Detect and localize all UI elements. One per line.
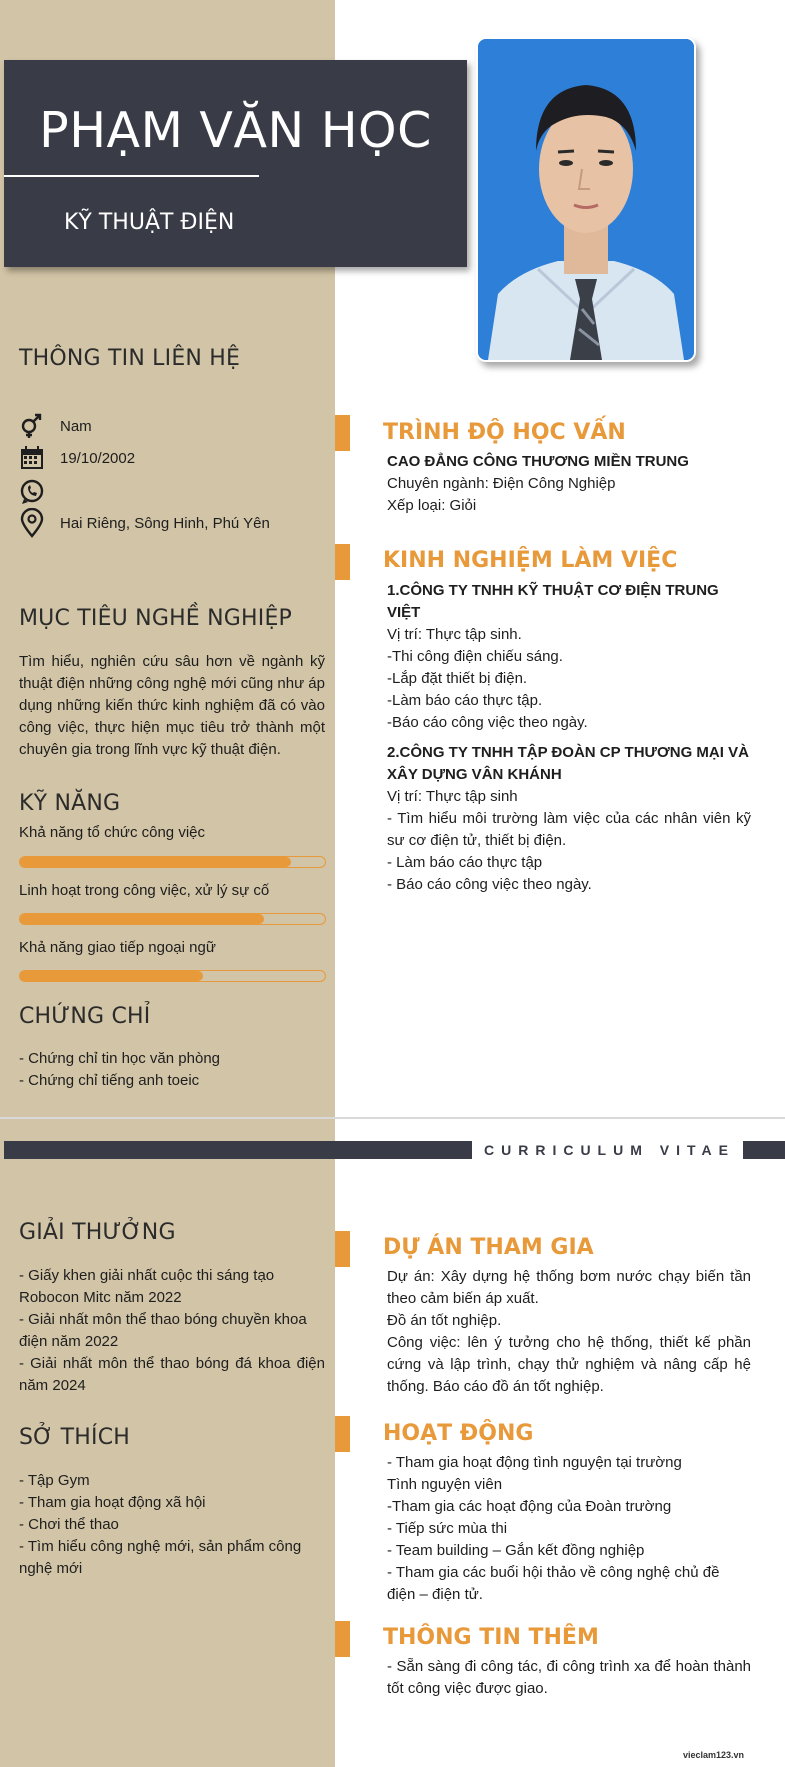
skill-bar bbox=[19, 970, 326, 982]
contact-phone bbox=[19, 479, 60, 505]
education-body bbox=[387, 451, 751, 517]
skill-label: Khả năng tổ chức công việc bbox=[19, 824, 205, 841]
hobby-item: - Chơi thể thao bbox=[19, 1516, 119, 1533]
calendar-icon bbox=[19, 445, 45, 471]
award-item: - Giấy khen giải nhất cuộc thi sáng tạo Robocon Mitc năm 2022 bbox=[19, 1267, 275, 1306]
name-banner bbox=[4, 60, 467, 267]
skill-bar-fill bbox=[20, 914, 264, 924]
hobbies-list bbox=[19, 1470, 325, 1580]
divider bbox=[4, 175, 259, 177]
activities-body bbox=[387, 1452, 751, 1606]
job-line: -Báo cáo công việc theo ngày. bbox=[387, 714, 588, 731]
activity-line: - Tiếp sức mùa thi bbox=[387, 1520, 508, 1537]
experience-title: KINH NGHIỆM LÀM VIỆC bbox=[383, 548, 678, 573]
hobby-item: - Tham gia hoạt động xã hội bbox=[19, 1494, 206, 1511]
awards-list bbox=[19, 1265, 325, 1397]
activity-line: -Tham gia các hoạt động của Đoàn trường bbox=[387, 1498, 672, 1515]
activity-line: - Team building – Gắn kết đồng nghiệp bbox=[387, 1542, 645, 1559]
job-line: - Làm báo cáo thực tập bbox=[387, 854, 543, 871]
objective-title: MỤC TIÊU NGHỀ NGHIỆP bbox=[19, 606, 293, 631]
contact-title: THÔNG TIN LIÊN HỆ bbox=[19, 346, 241, 371]
cv-page-2 bbox=[0, 1119, 785, 1767]
skill-bar bbox=[19, 913, 326, 925]
skill-label: Linh hoạt trong công việc, xử lý sự cố bbox=[19, 882, 270, 899]
awards-title: GIẢI THƯỞNG bbox=[19, 1220, 176, 1245]
skill-bar bbox=[19, 856, 326, 868]
certificates-list bbox=[19, 1048, 220, 1092]
hobby-item: - Tập Gym bbox=[19, 1472, 90, 1489]
job-line: -Thi công điện chiếu sáng. bbox=[387, 648, 563, 665]
phone-icon bbox=[19, 479, 45, 505]
company-name: 2.CÔNG TY TNHH TẬP ĐOÀN CP THƯƠNG MẠI VÀ XÂY DỰNG VÂN KHÁNH bbox=[387, 744, 749, 783]
banner-bar bbox=[743, 1141, 785, 1159]
hobby-item: - Tìm hiểu công nghệ mới, sản phẩm công nghệ mới bbox=[19, 1538, 302, 1577]
project-line: Dự án: Xây dựng hệ thống bơm nước chạy biến tần theo cảm biến áp xuất. bbox=[387, 1268, 751, 1307]
skill-label: Khả năng giao tiếp ngoại ngữ bbox=[19, 939, 216, 956]
job-line: - Tìm hiểu môi trường làm việc của các nhân viên kỹ sư cơ điện tử, thiết bị điện. bbox=[387, 810, 751, 849]
job-title: KỸ THUẬT ĐIỆN bbox=[64, 210, 235, 235]
activity-line: - Tham gia các buổi hội thảo về công nghệ chủ đề điện – điện tử. bbox=[387, 1564, 720, 1603]
activity-line: Tình nguyện viên bbox=[387, 1476, 503, 1493]
skills-title: KỸ NĂNG bbox=[19, 791, 121, 816]
certificate-item: - Chứng chỉ tin học văn phòng bbox=[19, 1050, 220, 1067]
job-line: -Lắp đặt thiết bị điện. bbox=[387, 670, 528, 687]
watermark: vieclam123.vn bbox=[683, 1750, 745, 1760]
accent-marker bbox=[335, 544, 350, 580]
location-icon bbox=[19, 510, 45, 536]
award-item: - Giải nhất môn thể thao bóng đá khoa điện năm 2024 bbox=[19, 1355, 325, 1394]
accent-marker bbox=[335, 1231, 350, 1267]
certificates-title: CHỨNG CHỈ bbox=[19, 1004, 151, 1029]
profile-photo bbox=[476, 37, 696, 362]
job-line: Vị trí: Thực tập sinh. bbox=[387, 626, 522, 643]
projects-title: DỰ ÁN THAM GIA bbox=[383, 1235, 594, 1260]
birthday-value: 19/10/2002 bbox=[60, 449, 136, 467]
job-line: - Báo cáo công việc theo ngày. bbox=[387, 876, 592, 893]
company-name: 1.CÔNG TY TNHH KỸ THUẬT CƠ ĐIỆN TRUNG VIỆT bbox=[387, 582, 719, 621]
accent-marker bbox=[335, 415, 350, 451]
extra-text: - Sẵn sàng đi công tác, đi công trình xa để hoàn thành tốt công việc được giao. bbox=[387, 1658, 751, 1697]
rank: Xếp loại: Giỏi bbox=[387, 497, 477, 514]
contact-address bbox=[19, 510, 270, 536]
projects-body bbox=[387, 1266, 751, 1398]
project-line: Công việc: lên ý tưởng cho hệ thống, thiết kế phần cứng và lập trình, chạy thử nghiệm và nâng cấp hệ thống. Báo cáo đồ án tốt nghiệp. bbox=[387, 1334, 751, 1395]
contact-gender bbox=[19, 413, 92, 439]
gender-icon bbox=[19, 413, 45, 439]
objective-text: Tìm hiểu, nghiên cứu sâu hơn về ngành kỹ thuật điện những công nghệ mới cũng như áp dụng những kiến thức kinh nghiệm đã có vào công việc, thực hiện mục tiêu trở thành một chuyên gia trong lĩnh vực kỹ thuật điện. bbox=[19, 653, 325, 758]
activity-line: - Tham gia hoạt động tình nguyện tại trường bbox=[387, 1454, 682, 1471]
job-line: Vị trí: Thực tập sinh bbox=[387, 788, 518, 805]
education-title: TRÌNH ĐỘ HỌC VẤN bbox=[383, 420, 626, 445]
hobbies-title: SỞ THÍCH bbox=[19, 1425, 131, 1450]
skill-bar-fill bbox=[20, 857, 291, 867]
accent-marker bbox=[335, 1416, 350, 1452]
banner-text: CURRICULUM VITAE bbox=[484, 1142, 735, 1158]
school-name: CAO ĐẲNG CÔNG THƯƠNG MIỀN TRUNG bbox=[387, 453, 689, 470]
project-line: Đồ án tốt nghiệp. bbox=[387, 1312, 502, 1329]
curriculum-vitae-banner bbox=[4, 1141, 785, 1159]
job-line: -Làm báo cáo thực tập. bbox=[387, 692, 543, 709]
major: Chuyên ngành: Điện Công Nghiệp bbox=[387, 475, 616, 492]
award-item: - Giải nhất môn thể thao bóng chuyền khoa điện năm 2022 bbox=[19, 1311, 307, 1350]
candidate-name: PHẠM VĂN HỌC bbox=[39, 102, 432, 159]
banner-bar bbox=[4, 1141, 472, 1159]
address-value: Hai Riêng, Sông Hinh, Phú Yên bbox=[60, 514, 270, 532]
accent-marker bbox=[335, 1621, 350, 1657]
skill-bar-fill bbox=[20, 971, 203, 981]
activities-title: HOẠT ĐỘNG bbox=[383, 1421, 534, 1446]
certificate-item: - Chứng chỉ tiếng anh toeic bbox=[19, 1072, 200, 1089]
extra-title: THÔNG TIN THÊM bbox=[383, 1625, 599, 1650]
gender-value: Nam bbox=[60, 417, 92, 435]
contact-birthday bbox=[19, 445, 135, 471]
experience-body bbox=[387, 580, 751, 896]
